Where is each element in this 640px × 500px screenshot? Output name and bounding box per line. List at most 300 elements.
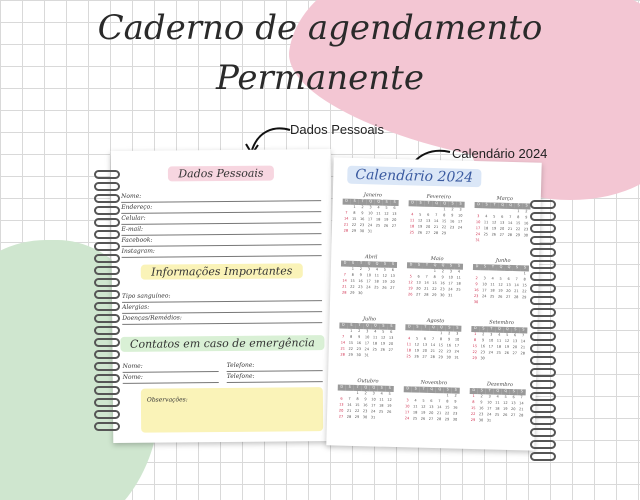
weekday-header: S (515, 203, 523, 209)
calendar-day: 28 (436, 417, 442, 422)
title-line-1: Caderno de agendamento (97, 8, 543, 48)
calendar-day: 10 (475, 220, 481, 225)
calendar-day: 29 (431, 292, 437, 298)
calendar-day: 24 (486, 412, 492, 417)
calendar-day: 17 (448, 281, 453, 286)
calendar-day: 23 (446, 349, 452, 354)
month-day-grid (337, 385, 398, 423)
calendar-day: 12 (384, 211, 389, 216)
weekday-header: Q (375, 199, 383, 205)
calendar-day: 6 (514, 333, 517, 338)
calendar-day: 13 (425, 218, 431, 223)
calendar-day: 28 (518, 413, 524, 418)
calendar-day: 16 (480, 344, 486, 349)
weekday-header: Q (367, 199, 375, 205)
calendar-day: 14 (347, 402, 352, 407)
weekday-header: S (413, 324, 421, 330)
calendar-day: 2 (451, 207, 454, 212)
calendar-day: 17 (486, 406, 492, 411)
calendar-day: 14 (437, 405, 442, 410)
calendar-day: 15 (438, 343, 444, 348)
weekday-header: T (487, 326, 495, 332)
calendar-day: 5 (383, 267, 387, 272)
calendar-day: 13 (390, 273, 396, 278)
calendar-day: 1 (433, 268, 437, 274)
calendar-day: 4 (407, 336, 411, 341)
weekday-header: S (412, 386, 420, 392)
calendar-day: 1 (472, 394, 475, 399)
calendar-day: 3 (456, 331, 459, 336)
calendar-day: 1 (356, 391, 359, 396)
spiral-ring (530, 248, 556, 257)
weekday-header: Q (495, 327, 503, 333)
calendar-day: 10 (371, 397, 376, 402)
weekday-header: S (457, 202, 465, 208)
weekday-header: S (379, 324, 387, 330)
calendar-day: 11 (376, 211, 381, 216)
section-title-personal: Dados Pessoais (168, 166, 273, 182)
spiral-ring (94, 254, 120, 263)
weekday-header: Q (507, 203, 515, 209)
calendar-day: 31 (475, 238, 480, 243)
calendar-day: 2 (482, 332, 485, 337)
calendar-day: 6 (507, 276, 510, 281)
calendar-day: 12 (414, 342, 420, 347)
calendar-day: 12 (387, 397, 392, 402)
calendar-day: 7 (345, 210, 348, 215)
weekday-header: Q (371, 323, 379, 329)
calendar-day: 23 (359, 223, 365, 228)
weekday-header: Q (370, 385, 378, 391)
weekday-header: T (489, 264, 497, 270)
calendar-day: 5 (419, 212, 422, 217)
calendar-day: 27 (428, 416, 434, 422)
spiral-ring (530, 380, 556, 389)
spiral-ring (530, 404, 556, 413)
month-name: Dezembro (486, 381, 513, 389)
calendar-day: 11 (490, 282, 495, 287)
weekday-header: Q (362, 385, 370, 391)
calendar-day: 15 (351, 216, 357, 221)
calendar-day: 7 (348, 396, 351, 401)
weekday-header: S (483, 202, 491, 208)
calendar-day: 15 (445, 405, 450, 410)
month-name: Agosto (426, 317, 445, 325)
calendar-day: 6 (417, 274, 420, 279)
calendar-day: 15 (472, 344, 478, 349)
calendar-day: 1 (440, 331, 443, 336)
weekday-header: S (351, 199, 359, 205)
calendar-day: 6 (430, 398, 433, 403)
calendar-day: 9 (454, 399, 457, 404)
spiral-binding-right (530, 200, 556, 470)
calendar-day: 20 (510, 407, 516, 412)
calendar-day: 9 (361, 211, 364, 216)
spiral-ring (94, 206, 120, 215)
calendar-day: 4 (485, 214, 488, 219)
month-day-grid (470, 326, 531, 364)
calendar-day: 29 (470, 418, 476, 423)
calendar-day: 19 (420, 410, 426, 415)
calendar-day: 11 (379, 397, 384, 402)
calendar-day: 21 (343, 222, 349, 227)
calendar-day: 16 (358, 279, 363, 284)
calendar-day: 21 (342, 284, 347, 289)
month-name: Novembro (420, 379, 448, 387)
calendar-day: 14 (430, 342, 436, 348)
calendar-day: 11 (409, 218, 415, 223)
calendar-day: 26 (383, 223, 389, 228)
weekday-header: D (343, 199, 351, 205)
calendar-day: 9 (357, 335, 361, 340)
calendar-day: 3 (490, 332, 493, 337)
calendar-day: 13 (512, 339, 518, 344)
month-day-grid (340, 261, 401, 299)
weekday-header: T (355, 323, 363, 329)
calendar-day: 30 (362, 415, 368, 420)
spiral-ring (94, 362, 120, 371)
calendar-day: 24 (488, 350, 494, 355)
calendar-day: 26 (417, 230, 423, 235)
calendar-day: 21 (514, 289, 519, 294)
calendar-day: 3 (367, 267, 371, 272)
calendar-day: 24 (457, 225, 463, 230)
calendar-day: 19 (417, 224, 423, 229)
field-blood-type: Tipo sanguíneo: (122, 291, 322, 303)
month-day-grid (342, 199, 403, 237)
calendar-day: 25 (483, 232, 489, 237)
calendar-day: 30 (357, 291, 363, 296)
calendar-day: 23 (473, 294, 479, 299)
calendar-day: 28 (520, 351, 526, 356)
calendar-day: 6 (423, 336, 427, 341)
calendar-day: 6 (390, 329, 393, 334)
weekday-header: S (481, 264, 489, 270)
calendar-day: 11 (483, 220, 489, 225)
calendar-day: 14 (433, 218, 439, 224)
spiral-ring (94, 218, 120, 227)
calendar-day: 31 (364, 353, 369, 358)
field-contact-name-1: Nome: (123, 362, 219, 373)
calendar-day: 12 (380, 335, 386, 340)
calendar-day: 29 (354, 414, 360, 420)
calendar-day: 19 (414, 348, 420, 353)
calendar-day: 16 (359, 217, 365, 222)
calendar-day: 3 (459, 207, 462, 212)
calendar-day: 11 (413, 404, 418, 409)
observations-box (141, 387, 323, 433)
calendar-day: 1 (353, 204, 356, 209)
calendar-day: 24 (367, 223, 373, 228)
calendar-day: 2 (448, 331, 451, 336)
weekday-header: S (447, 263, 455, 269)
field-email: E-mail: (121, 224, 321, 236)
calendar-day: 16 (523, 221, 529, 226)
calendar-day: 22 (348, 346, 354, 351)
weekday-header: Q (439, 263, 447, 269)
calendar-day: 9 (480, 400, 483, 405)
calendar-day: 2 (454, 393, 457, 398)
calendar-day: 8 (356, 397, 359, 402)
calendar-day: 23 (356, 346, 362, 352)
section-title-important: Informações Importantes (141, 263, 302, 279)
calendar-day: 20 (499, 226, 505, 231)
calendar-day: 17 (457, 219, 463, 224)
calendar-day: 2 (361, 205, 364, 210)
weekday-header: S (511, 327, 519, 333)
calendar-day: 11 (496, 338, 502, 343)
weekday-header: T (420, 387, 428, 393)
month-name: Junho (495, 257, 511, 264)
weekday-header: S (452, 387, 460, 393)
calendar-day: 8 (472, 400, 475, 405)
calendar-day: 2 (525, 209, 528, 214)
spiral-ring (530, 392, 556, 401)
calendar-day: 30 (473, 300, 479, 305)
calendar-day: 8 (443, 213, 446, 218)
calendar-day: 15 (471, 406, 476, 411)
calendar-day: 23 (358, 285, 363, 290)
calendar-day: 22 (472, 350, 478, 355)
calendar-day: 9 (481, 338, 485, 343)
spiral-ring (530, 308, 556, 317)
calendar-day: 26 (504, 350, 510, 355)
weekday-header: S (349, 261, 357, 267)
calendar-month (473, 195, 534, 251)
spiral-ring (530, 224, 556, 233)
calendar-month (403, 379, 464, 435)
calendar-day: 16 (440, 281, 445, 286)
spiral-ring (530, 440, 556, 449)
calendar-day: 19 (491, 226, 497, 231)
calendar-day: 1 (474, 332, 477, 337)
calendar-day: 29 (349, 290, 355, 295)
calendar-day: 2 (475, 276, 478, 281)
calendar-day: 26 (502, 412, 508, 417)
weekday-header: S (519, 327, 527, 333)
calendar-day: 6 (501, 214, 504, 219)
weekday-header: T (423, 263, 431, 269)
calendar-day: 21 (433, 224, 439, 230)
calendar-day: 18 (409, 224, 415, 229)
calendar-day: 4 (375, 267, 379, 272)
spiral-ring (530, 272, 556, 281)
calendar-day: 6 (427, 212, 430, 217)
calendar-day: 21 (346, 408, 352, 413)
weekday-header: S (518, 389, 526, 395)
calendar-day: 15 (350, 278, 355, 283)
calendar-day: 20 (416, 286, 421, 291)
calendar-day: 9 (447, 337, 451, 342)
calendar-day: 10 (405, 404, 410, 409)
field-phone: Celular: (121, 213, 321, 225)
weekday-header: T (354, 385, 362, 391)
calendar-day: 22 (444, 411, 450, 416)
calendar-day: 9 (475, 282, 478, 287)
calendar-day: 15 (515, 221, 521, 226)
weekday-header: Q (428, 387, 436, 393)
calendar-day: 18 (456, 281, 461, 286)
calendar-day: 12 (504, 338, 510, 343)
calendar-day: 29 (472, 356, 477, 361)
calendar-day: 7 (343, 272, 346, 277)
month-day-grid (403, 386, 464, 424)
calendar-day: 10 (454, 337, 460, 342)
weekday-header: Q (436, 387, 444, 393)
weekday-header: Q (505, 265, 513, 271)
calendar-day: 24 (454, 349, 460, 354)
calendar-day: 3 (369, 205, 372, 210)
calendar-day: 24 (404, 416, 410, 421)
section-title-emergency: Contatos em caso de emergência (120, 335, 325, 352)
calendar-day: 7 (522, 333, 525, 338)
calendar-day: 19 (502, 406, 508, 411)
calendar-day: 27 (510, 413, 516, 418)
calendar-day: 19 (382, 279, 387, 284)
calendar-day: 18 (494, 406, 500, 411)
spiral-ring (94, 386, 120, 395)
calendar-day: 22 (441, 225, 447, 230)
calendar-month (337, 378, 398, 434)
spiral-ring (94, 170, 120, 179)
weekday-header: Q (494, 389, 502, 395)
spiral-ring (530, 428, 556, 437)
calendar-day: 23 (478, 412, 484, 417)
calendar-day: 14 (519, 401, 524, 406)
month-day-grid (472, 264, 533, 308)
calendar-day: 29 (438, 355, 443, 360)
weekday-header: S (417, 201, 425, 207)
calendar-day: 1 (351, 266, 355, 271)
title-line-2: Permanente (216, 58, 424, 98)
spiral-ring (530, 356, 556, 365)
calendar-day: 25 (456, 287, 461, 292)
spiral-ring (94, 326, 120, 335)
weekday-header: T (421, 325, 429, 331)
calendar-day: 25 (494, 412, 500, 417)
calendar-day: 5 (409, 274, 412, 279)
calendar-day: 7 (435, 213, 438, 218)
calendar-day: 1 (443, 207, 446, 212)
calendar-day: 18 (496, 344, 502, 349)
calendar-day: 30 (478, 418, 484, 423)
weekday-header: S (386, 386, 394, 392)
calendar-day: 23 (362, 409, 368, 414)
calendar-day: 10 (487, 400, 492, 405)
month-name: Setembro (489, 319, 514, 327)
calendar-month (470, 319, 531, 375)
calendar-day: 4 (496, 394, 499, 399)
weekday-header: S (478, 388, 486, 394)
month-name: Fevereiro (426, 193, 452, 201)
calendar-day: 14 (424, 280, 429, 285)
calendar-day: 27 (512, 351, 518, 356)
calendar-day: 16 (356, 340, 362, 346)
calendar-day: 27 (338, 414, 344, 419)
weekday-header: S (415, 262, 423, 268)
spiral-ring (94, 350, 120, 359)
calendar-day: 8 (433, 274, 436, 280)
spiral-ring (94, 290, 120, 299)
calendar-day: 26 (407, 292, 413, 297)
calendar-day: 20 (425, 224, 431, 229)
calendar-day: 14 (507, 220, 513, 226)
weekday-header: T (359, 199, 367, 205)
calendar-day: 8 (351, 272, 354, 277)
month-name: Março (496, 195, 514, 203)
calendar-month (340, 254, 401, 310)
calendar-day: 25 (406, 354, 411, 359)
calendar-day: 24 (364, 347, 370, 352)
spiral-ring (94, 338, 120, 347)
calendar-day: 7 (341, 334, 345, 339)
calendar-day: 21 (340, 346, 346, 351)
calendar-day: 4 (374, 329, 377, 334)
calendar-day: 16 (474, 288, 479, 293)
calendar-day: 29 (441, 231, 447, 236)
calendar-day: 27 (499, 232, 505, 237)
weekday-header: D (475, 202, 483, 208)
weekday-header: S (383, 200, 391, 206)
calendar-month (341, 192, 402, 248)
calendar-day: 11 (374, 273, 380, 278)
field-instagram: Instagram: (122, 246, 322, 258)
weekday-header: D (405, 324, 413, 330)
calendar-day: 26 (380, 347, 386, 352)
calendar-day: 25 (489, 294, 495, 299)
calendar-day: 23 (449, 225, 455, 230)
calendar-day: 22 (470, 412, 476, 417)
calendar-day: 27 (425, 230, 431, 235)
calendar-day: 3 (488, 394, 491, 399)
calendar-day: 5 (506, 332, 509, 337)
calendar-month (406, 255, 467, 311)
calendar-day: 28 (513, 295, 519, 300)
calendar-day: 15 (432, 280, 437, 286)
calendar-month (469, 381, 530, 437)
calendar-day: 7 (520, 395, 523, 400)
spiral-ring (530, 344, 556, 353)
calendar-day: 15 (441, 219, 447, 224)
calendar-day: 19 (498, 288, 503, 293)
calendar-day: 1 (446, 393, 449, 398)
spiral-ring (530, 332, 556, 341)
calendar-day: 11 (495, 400, 500, 405)
field-contact-name-2: Nome: (123, 373, 219, 384)
calendar-day: 23 (523, 227, 529, 232)
weekday-header: Q (433, 201, 441, 207)
calendar-day: 2 (364, 391, 367, 396)
weekday-header: Q (373, 261, 381, 267)
calendar-day: 10 (368, 211, 373, 216)
weekday-header: D (470, 388, 478, 394)
calendar-day: 20 (506, 288, 511, 294)
calendar-day: 19 (408, 286, 413, 291)
calendar-day: 13 (416, 280, 421, 285)
calendar-day: 31 (447, 293, 453, 298)
calendar-day: 1 (350, 328, 353, 333)
calendar-day: 14 (520, 339, 526, 344)
calendar-day: 20 (388, 341, 394, 346)
calendar-month (472, 257, 533, 313)
calendar-day: 28 (430, 354, 435, 360)
month-day-grid (408, 200, 469, 238)
month-name: Janeiro (363, 192, 382, 199)
weekday-header: S (479, 326, 487, 332)
calendar-day: 25 (374, 285, 379, 290)
month-day-grid (339, 323, 400, 361)
calendar-day: 15 (355, 402, 360, 408)
